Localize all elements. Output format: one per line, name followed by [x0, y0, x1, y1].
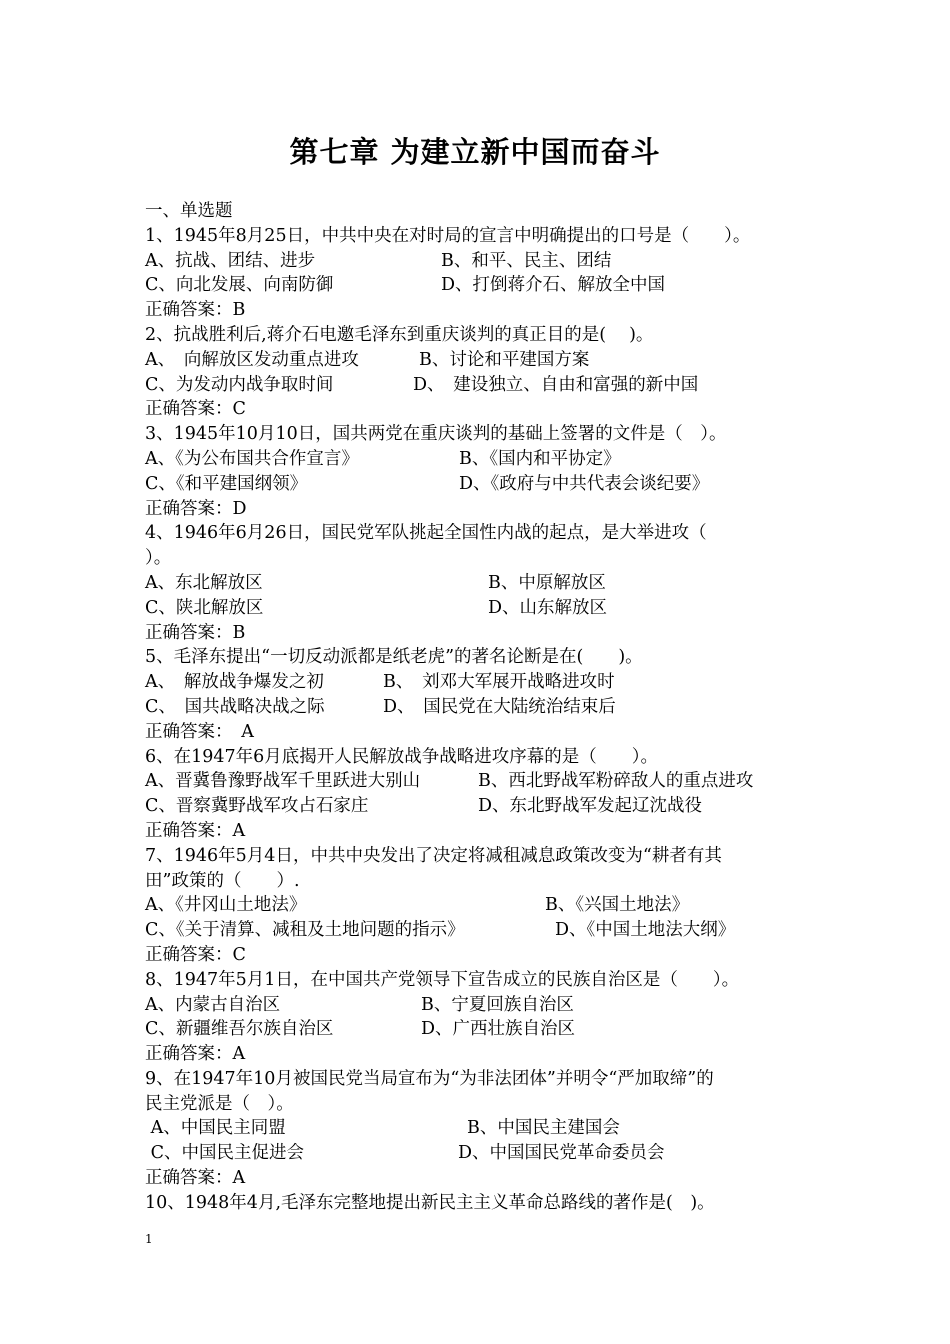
option-d: D、东北野战军发起辽沈战役 — [478, 796, 703, 817]
option-d: D、广西壮族自治区 — [421, 1019, 576, 1040]
option-d: D、 建设独立、自由和富强的新中国 — [413, 374, 699, 395]
option-d: D、山东解放区 — [488, 597, 608, 618]
option-b: B、讨论和平建国方案 — [419, 349, 590, 370]
option-c: C、晋察冀野战军攻占石家庄 — [145, 796, 369, 817]
question-item — [145, 323, 825, 422]
answer-line: 正确答案：B — [145, 622, 246, 643]
option-c: C、 国共战略决战之际 — [145, 696, 325, 717]
option-c: C、为发动内战争取时间 — [145, 374, 334, 395]
question-item — [145, 645, 825, 744]
option-d: D、打倒蒋介石、解放全中国 — [441, 275, 666, 296]
question-stem: 2、抗战胜利后,蒋介石电邀毛泽东到重庆谈判的真正目的是( )。 — [145, 324, 654, 345]
answer-line: 正确答案：D — [145, 498, 247, 519]
option-b: B、《兴国土地法》 — [545, 895, 690, 916]
option-d: D、中国国民党革命委员会 — [458, 1143, 665, 1164]
question-item — [145, 224, 825, 323]
option-a: A、 向解放区发动重点进攻 — [145, 349, 359, 370]
question-stem: 5、毛泽东提出“一切反动派都是纸老虎”的著名论断是在( )。 — [145, 647, 643, 668]
question-stem: 8、1947年5月1日，在中国共产党领导下宣告成立的民族自治区是（ ）。 — [145, 969, 740, 990]
question-stem: 6、在1947年6月底揭开人民解放战争战略进攻序幕的是（ ）。 — [145, 746, 659, 767]
option-c: C、《和平建国纲领》 — [145, 473, 308, 494]
question-stem: 3、1945年10月10日，国共两党在重庆谈判的基础上签署的文件是（ ）。 — [145, 424, 727, 445]
option-c: C、陕北解放区 — [145, 597, 264, 618]
answer-line: 正确答案：B — [145, 300, 246, 321]
option-row — [145, 273, 825, 298]
question-stem-continued: ）。 — [145, 548, 172, 569]
option-b: B、西北野战军粉碎敌人的重点进攻 — [478, 771, 754, 792]
page-number: 1 — [145, 1232, 153, 1246]
question-item — [145, 1191, 825, 1216]
option-row — [145, 571, 825, 596]
option-row — [145, 447, 825, 472]
option-b: B、中原解放区 — [488, 572, 606, 593]
option-c: C、中国民主促进会 — [145, 1143, 304, 1164]
option-a: A、东北解放区 — [145, 572, 263, 593]
page-title: 第七章 为建立新中国而奋斗 — [289, 135, 661, 169]
question-stem: 9、在1947年10月被国民党当局宣布为“为非法团体”并明令“严加取缔”的 — [145, 1068, 714, 1089]
option-row — [145, 1017, 825, 1042]
option-c: C、《关于清算、减租及土地问题的指示》 — [145, 920, 465, 941]
question-item — [145, 968, 825, 1067]
answer-line: 正确答案：A — [145, 820, 246, 841]
option-a: A、 解放战争爆发之初 — [145, 672, 324, 693]
option-row — [145, 472, 825, 497]
option-a: A、晋冀鲁豫野战军千里跃进大别山 — [145, 771, 421, 792]
question-item — [145, 521, 825, 645]
option-a: A、抗战、团结、进步 — [145, 250, 316, 271]
option-row — [145, 596, 825, 621]
question-stem-continued: 民主党派是（ ）。 — [145, 1093, 294, 1114]
option-a: A、中国民主同盟 — [145, 1118, 286, 1139]
option-row — [145, 918, 825, 943]
option-b: B、《国内和平协定》 — [459, 448, 621, 469]
option-b: B、和平、民主、团结 — [441, 250, 612, 271]
option-a: A、《为公布国共合作宣言》 — [145, 448, 359, 469]
question-stem: 4、1946年6月26日，国民党军队挑起全国性内战的起点，是大举进攻（ — [145, 523, 707, 544]
answer-line: 正确答案： A — [145, 721, 254, 742]
option-row — [145, 1141, 825, 1166]
option-row — [145, 794, 825, 819]
option-row — [145, 769, 825, 794]
section-heading: 一、单选题 — [145, 201, 233, 221]
question-stem: 7、1946年5月4日，中共中央发出了决定将减租减息政策改变为“耕者有其 — [145, 845, 722, 866]
option-row — [145, 670, 825, 695]
question-item — [145, 844, 825, 968]
question-stem-continued: 田”政策的（ ）. — [145, 870, 300, 891]
question-item — [145, 745, 825, 844]
option-b: B、宁夏回族自治区 — [421, 994, 574, 1015]
question-item — [145, 1067, 825, 1191]
option-row — [145, 249, 825, 274]
option-row — [145, 695, 825, 720]
option-b: B、 刘邓大军展开战略进攻时 — [383, 672, 615, 693]
option-row — [145, 1116, 825, 1141]
answer-line: 正确答案：A — [145, 1168, 246, 1189]
option-a: A、《井冈山土地法》 — [145, 895, 307, 916]
question-stem: 10、1948年4月,毛泽东完整地提出新民主主义革命总路线的著作是( )。 — [145, 1192, 715, 1213]
answer-line: 正确答案：A — [145, 1044, 246, 1065]
question-list — [145, 199, 825, 1216]
option-d: D、 国民党在大陆统治结束后 — [383, 696, 616, 717]
option-row — [145, 348, 825, 373]
option-c: C、向北发展、向南防御 — [145, 275, 334, 296]
answer-line: 正确答案：C — [145, 399, 246, 420]
option-d: D、《中国土地法大纲》 — [555, 920, 736, 941]
answer-line: 正确答案：C — [145, 944, 246, 965]
question-item — [145, 422, 825, 521]
option-d: D、《政府与中共代表会谈纪要》 — [459, 473, 710, 494]
option-row — [145, 993, 825, 1018]
option-b: B、中国民主建国会 — [467, 1118, 620, 1139]
option-row — [145, 893, 825, 918]
option-a: A、内蒙古自治区 — [145, 994, 281, 1015]
question-stem: 1、1945年8月25日，中共中央在对时局的宣言中明确提出的口号是（ ）。 — [145, 225, 751, 246]
option-row — [145, 373, 825, 398]
option-c: C、新疆维吾尔族自治区 — [145, 1019, 334, 1040]
